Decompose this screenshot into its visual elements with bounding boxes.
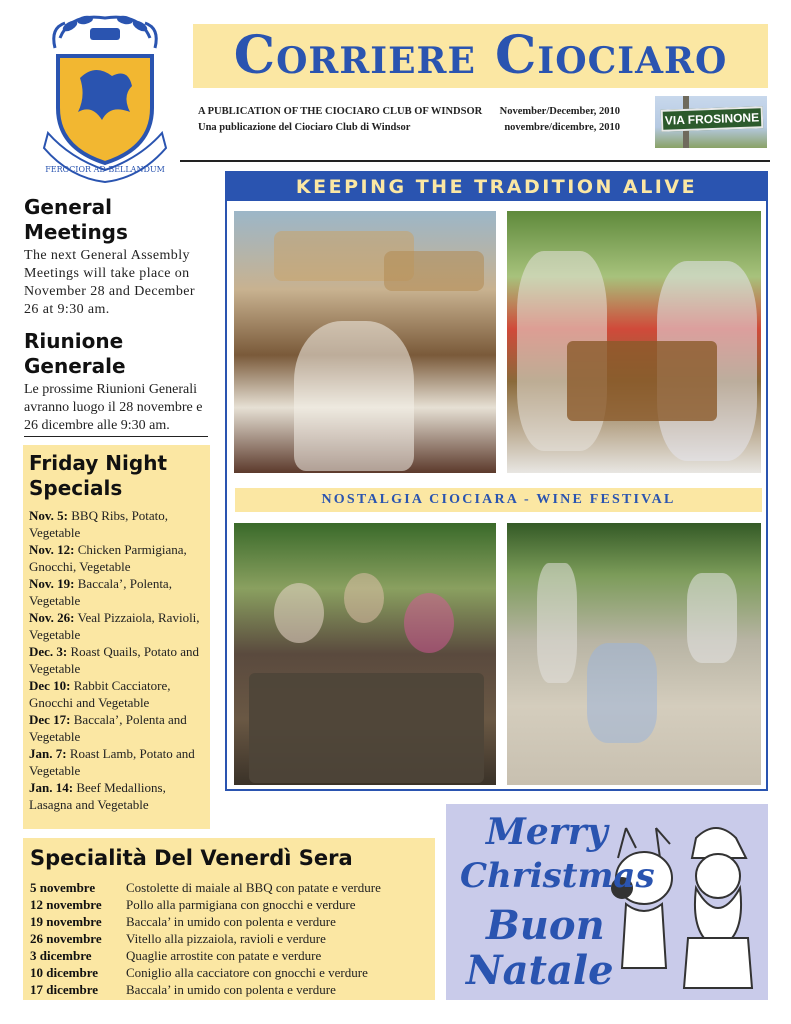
christmas-greeting-box: [446, 804, 768, 1000]
friday-specials-heading: Friday Night Specials: [29, 451, 168, 500]
list-item: 10 dicembre Coniglio alla cacciatore con gnocchi e verdure: [30, 965, 368, 980]
list-item: Jan. 14: Beef Medallions, Lasagna and Vegetable: [29, 780, 166, 812]
publication-line-en: A PUBLICATION OF THE CIOCIARO CLUB OF WINDSOR: [198, 106, 483, 117]
riunione-text: Le prossime Riunioni Generali avranno luogo il 28 novembre e 26 dicembre alle 9:30 am.: [24, 382, 203, 433]
general-meetings-text: The next General Assembly Meetings will take place on November 28 and December 26 at 9:30 am.: [24, 248, 195, 317]
list-item: Dec. 3: Roast Quails, Potato and Vegetable: [29, 644, 200, 676]
masthead-divider: [180, 160, 770, 162]
christmas-text: Christmas: [460, 856, 655, 896]
list-item: Dec 17: Baccala’, Polenta and Vegetable: [29, 712, 187, 744]
list-item: 3 dicembre Quaglie arrostite con patate e verdure: [30, 948, 322, 963]
list-item: Dec 10: Rabbit Cacciatore, Gnocchi and Vegetable: [29, 678, 171, 710]
photo-children-in-barrel: [234, 523, 496, 785]
issue-date-en: November/December, 2010: [499, 106, 620, 117]
feature-banner: KEEPING THE TRADITION ALIVE: [227, 173, 766, 201]
list-item: 26 novembre Vitello alla pizzaiola, ravioli e verdure: [30, 931, 326, 946]
buon-text: Buon: [486, 902, 605, 949]
specialita-list: [30, 879, 435, 998]
list-item: Jan. 7: Roast Lamb, Potato and Vegetable: [29, 746, 195, 778]
publication-line-it: Una publicazione del Ciociaro Club di Windsor: [198, 122, 411, 133]
feature-panel: [225, 171, 768, 791]
friday-specials-list: [29, 507, 204, 813]
club-crest-logo: [40, 8, 170, 183]
list-item: 17 dicembre Baccala’ in umido con polenta e verdure: [30, 982, 336, 997]
list-item: Nov. 12: Chicken Parmigiana, Gnocchi, Vegetable: [29, 542, 187, 574]
list-item: 19 novembre Baccala’ in umido con polenta e verdure: [30, 914, 336, 929]
street-sign-photo: [655, 96, 767, 148]
general-meetings-heading: General Meetings: [24, 195, 128, 244]
issue-date-it: novembre/dicembre, 2010: [504, 122, 620, 133]
list-item: 5 novembre Costolette di maiale al BBQ con patate e verdure: [30, 880, 381, 895]
crest-motto: FEROCIOR AD BELLANDUM: [45, 165, 165, 174]
list-item: 12 novembre Pollo alla parmigiana con gnocchi e verdure: [30, 897, 356, 912]
left-column-divider: [24, 436, 208, 437]
natale-text: Natale: [466, 947, 614, 994]
specialita-box: [23, 838, 435, 1000]
list-item: Nov. 19: Baccala’, Polenta, Vegetable: [29, 576, 172, 608]
specialita-heading: Specialità Del Venerdì Sera: [30, 846, 353, 870]
photo-women-with-baskets: [234, 211, 496, 473]
list-item: Nov. 5: BBQ Ribs, Potato, Vegetable: [29, 508, 169, 540]
friday-specials-box: [23, 445, 210, 829]
photo-men-with-grape-press: [507, 211, 761, 473]
publication-info: [198, 104, 620, 136]
list-item: Nov. 26: Veal Pizzaiola, Ravioli, Vegetable: [29, 610, 200, 642]
newspaper-title: Corriere Ciociaro: [233, 25, 728, 86]
santa-and-reindeer-illustration: [596, 818, 766, 998]
wine-festival-caption: NOSTALGIA CIOCIARA - WINE FESTIVAL: [235, 488, 762, 512]
merry-text: Merry: [486, 811, 608, 853]
meetings-column: [24, 195, 210, 435]
masthead-title-box: [193, 24, 768, 88]
riunione-heading: Riunione Generale: [24, 329, 126, 378]
street-sign-plate: VIA FROSINONE: [661, 106, 764, 132]
photo-bocce-players: [507, 523, 761, 785]
